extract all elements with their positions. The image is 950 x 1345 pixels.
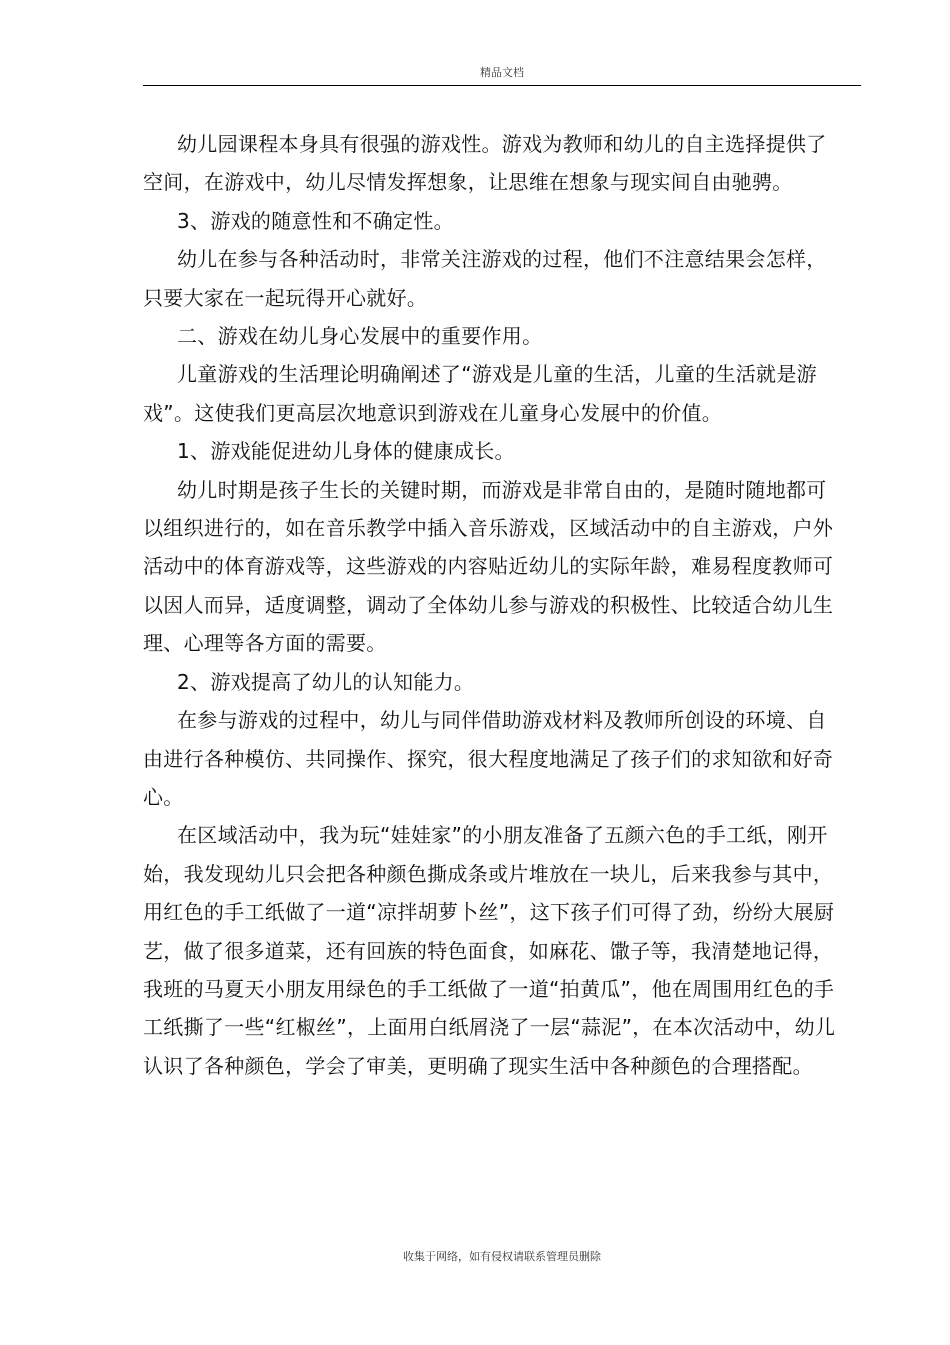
- header-rule: [143, 85, 861, 86]
- paragraph-1: 幼儿园课程本身具有很强的游戏性。游戏为教师和幼儿的自主选择提供了空间，在游戏中，幼儿尽情发挥想象，让思维在想象与现实间自由驰骋。: [143, 132, 827, 195]
- paragraph-8: 2、游戏提高了幼儿的认知能力。: [177, 669, 475, 694]
- paragraph-6: 1、游戏能促进幼儿身体的健康成长。: [177, 439, 515, 464]
- paragraph-4: 二、游戏在幼儿身心发展中的重要作用。: [177, 324, 543, 349]
- paragraph-9: 在参与游戏的过程中，幼儿与同伴借助游戏材料及教师所创设的环境、自由进行各种模仿、共同操作、探究，很大程度地满足了孩子们的求知欲和好奇心。: [143, 708, 834, 809]
- page-header: 精品文档: [480, 66, 524, 79]
- page-footer: 收集于网络，如有侵权请联系管理员删除: [403, 1250, 601, 1263]
- paragraph-7: 幼儿时期是孩子生长的关键时期，而游戏是非常自由的，是随时随地都可以组织进行的，如在音乐教学中插入音乐游戏，区域活动中的自主游戏，户外活动中的体育游戏等，这些游戏的内容贴近幼儿的实际年龄，难易程度教师可以因人而异，适度调整，调动了全体幼儿参与游戏的积极性、比较适合幼儿生理、心理等各方面的需要。: [143, 477, 834, 656]
- paragraph-5: 儿童游戏的生活理论明确阐述了“游戏是儿童的生活，儿童的生活就是游戏”。这使我们更高层次地意识到游戏在儿童身心发展中的价值。: [143, 362, 817, 425]
- paragraph-2: 3、游戏的随意性和不确定性。: [177, 208, 454, 233]
- document-body: [143, 125, 843, 1085]
- paragraph-10: 在区域活动中，我为玩“娃娃家”的小朋友准备了五颜六色的手工纸，刚开始，我发现幼儿只会把各种颜色撕成条或片堆放在一块儿，后来我参与其中，用红色的手工纸做了一道“凉拌胡萝卜丝”，这下孩子们可得了劲，纷纷大展厨艺，做了很多道菜，还有回族的特色面食，如麻花、馓子等，我清楚地记得，我班的马夏天小朋友用绿色的手工纸做了一道“拍黄瓜”，他在周围用红色的手工纸撕了一些“红椒丝”，上面用白纸屑浇了一层“蒜泥”，在本次活动中，幼儿认识了各种颜色，学会了审美，更明确了现实生活中各种颜色的合理搭配。: [143, 823, 836, 1078]
- paragraph-3: 幼儿在参与各种活动时，非常关注游戏的过程，他们不注意结果会怎样，只要大家在一起玩得开心就好。: [143, 247, 827, 310]
